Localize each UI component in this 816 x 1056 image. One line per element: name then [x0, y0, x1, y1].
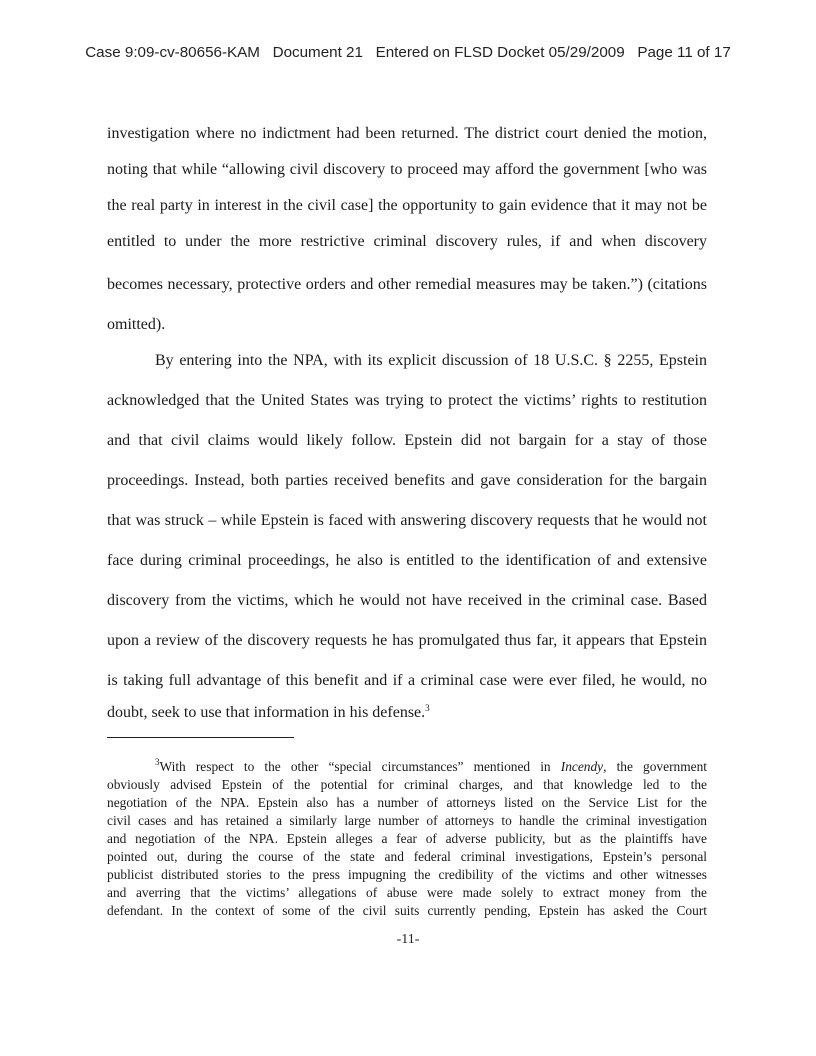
- case-header: Case 9:09-cv-80656-KAM Document 21 Entered on FLSD Docket 05/29/2009 Page 11 of 17: [85, 44, 731, 61]
- body-line: that was struck – while Epstein is faced with answering discovery requests that he would not: [107, 512, 707, 529]
- body-line: acknowledged that the United States was trying to protect the victims’ rights to restitution: [107, 392, 707, 409]
- footnote-line: defendant. In the context of some of the civil suits currently pending, Epstein has asked the Court: [107, 903, 707, 918]
- footnote-line: and averring that the victims’ allegations of abuse were made solely to extract money from the: [107, 885, 707, 900]
- footnote-line: civil cases and has retained a similarly large number of attorneys to handle the criminal investigation: [107, 813, 707, 828]
- body-line: omitted).: [107, 316, 166, 333]
- case-name: Incendy: [560, 759, 604, 774]
- footnote-line-first: [155, 759, 707, 775]
- body-line: face during criminal proceedings, he also is entitled to the identification of and extensive: [107, 552, 707, 569]
- footnote-line: pointed out, during the course of the state and federal criminal investigations, Epstein’s personal: [107, 849, 707, 864]
- body-line: entitled to under the more restrictive criminal discovery rules, if and when discovery: [107, 233, 707, 250]
- body-line-text: doubt, seek to use that information in his defense.: [107, 704, 426, 721]
- body-line: By entering into the NPA, with its explicit discussion of 18 U.S.C. § 2255, Epstein: [155, 352, 707, 369]
- footnote-line: negotiation of the NPA. Epstein also has a number of attorneys listed on the Service List for the: [107, 795, 707, 810]
- page-number: -11-: [396, 932, 420, 947]
- footnote-text: , the government: [603, 759, 707, 774]
- body-line: investigation where no indictment had been returned. The district court denied the motion,: [107, 125, 707, 142]
- body-line: proceedings. Instead, both parties received benefits and gave consideration for the bargain: [107, 472, 707, 489]
- footnote-line: publicist distributed stories to the press impugning the credibility of the victims and other witnesses: [107, 867, 707, 882]
- footnote-text: With respect to the other “special circumstances” mentioned in: [159, 759, 561, 774]
- body-line: upon a review of the discovery requests he has promulgated thus far, it appears that Epstein: [107, 632, 707, 649]
- footnote-divider: [107, 737, 294, 738]
- body-line: is taking full advantage of this benefit and if a criminal case were ever filed, he would, no: [107, 672, 707, 689]
- body-line-last: [107, 703, 707, 723]
- body-line: discovery from the victims, which he would not have received in the criminal case. Based: [107, 592, 707, 609]
- body-line: noting that while “allowing civil discovery to proceed may afford the government [who was: [107, 161, 707, 178]
- footnote-marker: 3: [155, 757, 160, 767]
- footnote-reference: 3: [425, 703, 430, 713]
- body-line: and that civil claims would likely follow. Epstein did not bargain for a stay of those: [107, 432, 707, 449]
- footnote-line: obviously advised Epstein of the potential for criminal charges, and that knowledge led to the: [107, 777, 707, 792]
- footnote-line: and negotiation of the NPA. Epstein alleges a fear of adverse publicity, but as the plaintiffs have: [107, 831, 707, 846]
- body-line: the real party in interest in the civil case] the opportunity to gain evidence that it may not be: [107, 197, 707, 214]
- body-line: becomes necessary, protective orders and other remedial measures may be taken.”) (citations: [107, 276, 707, 293]
